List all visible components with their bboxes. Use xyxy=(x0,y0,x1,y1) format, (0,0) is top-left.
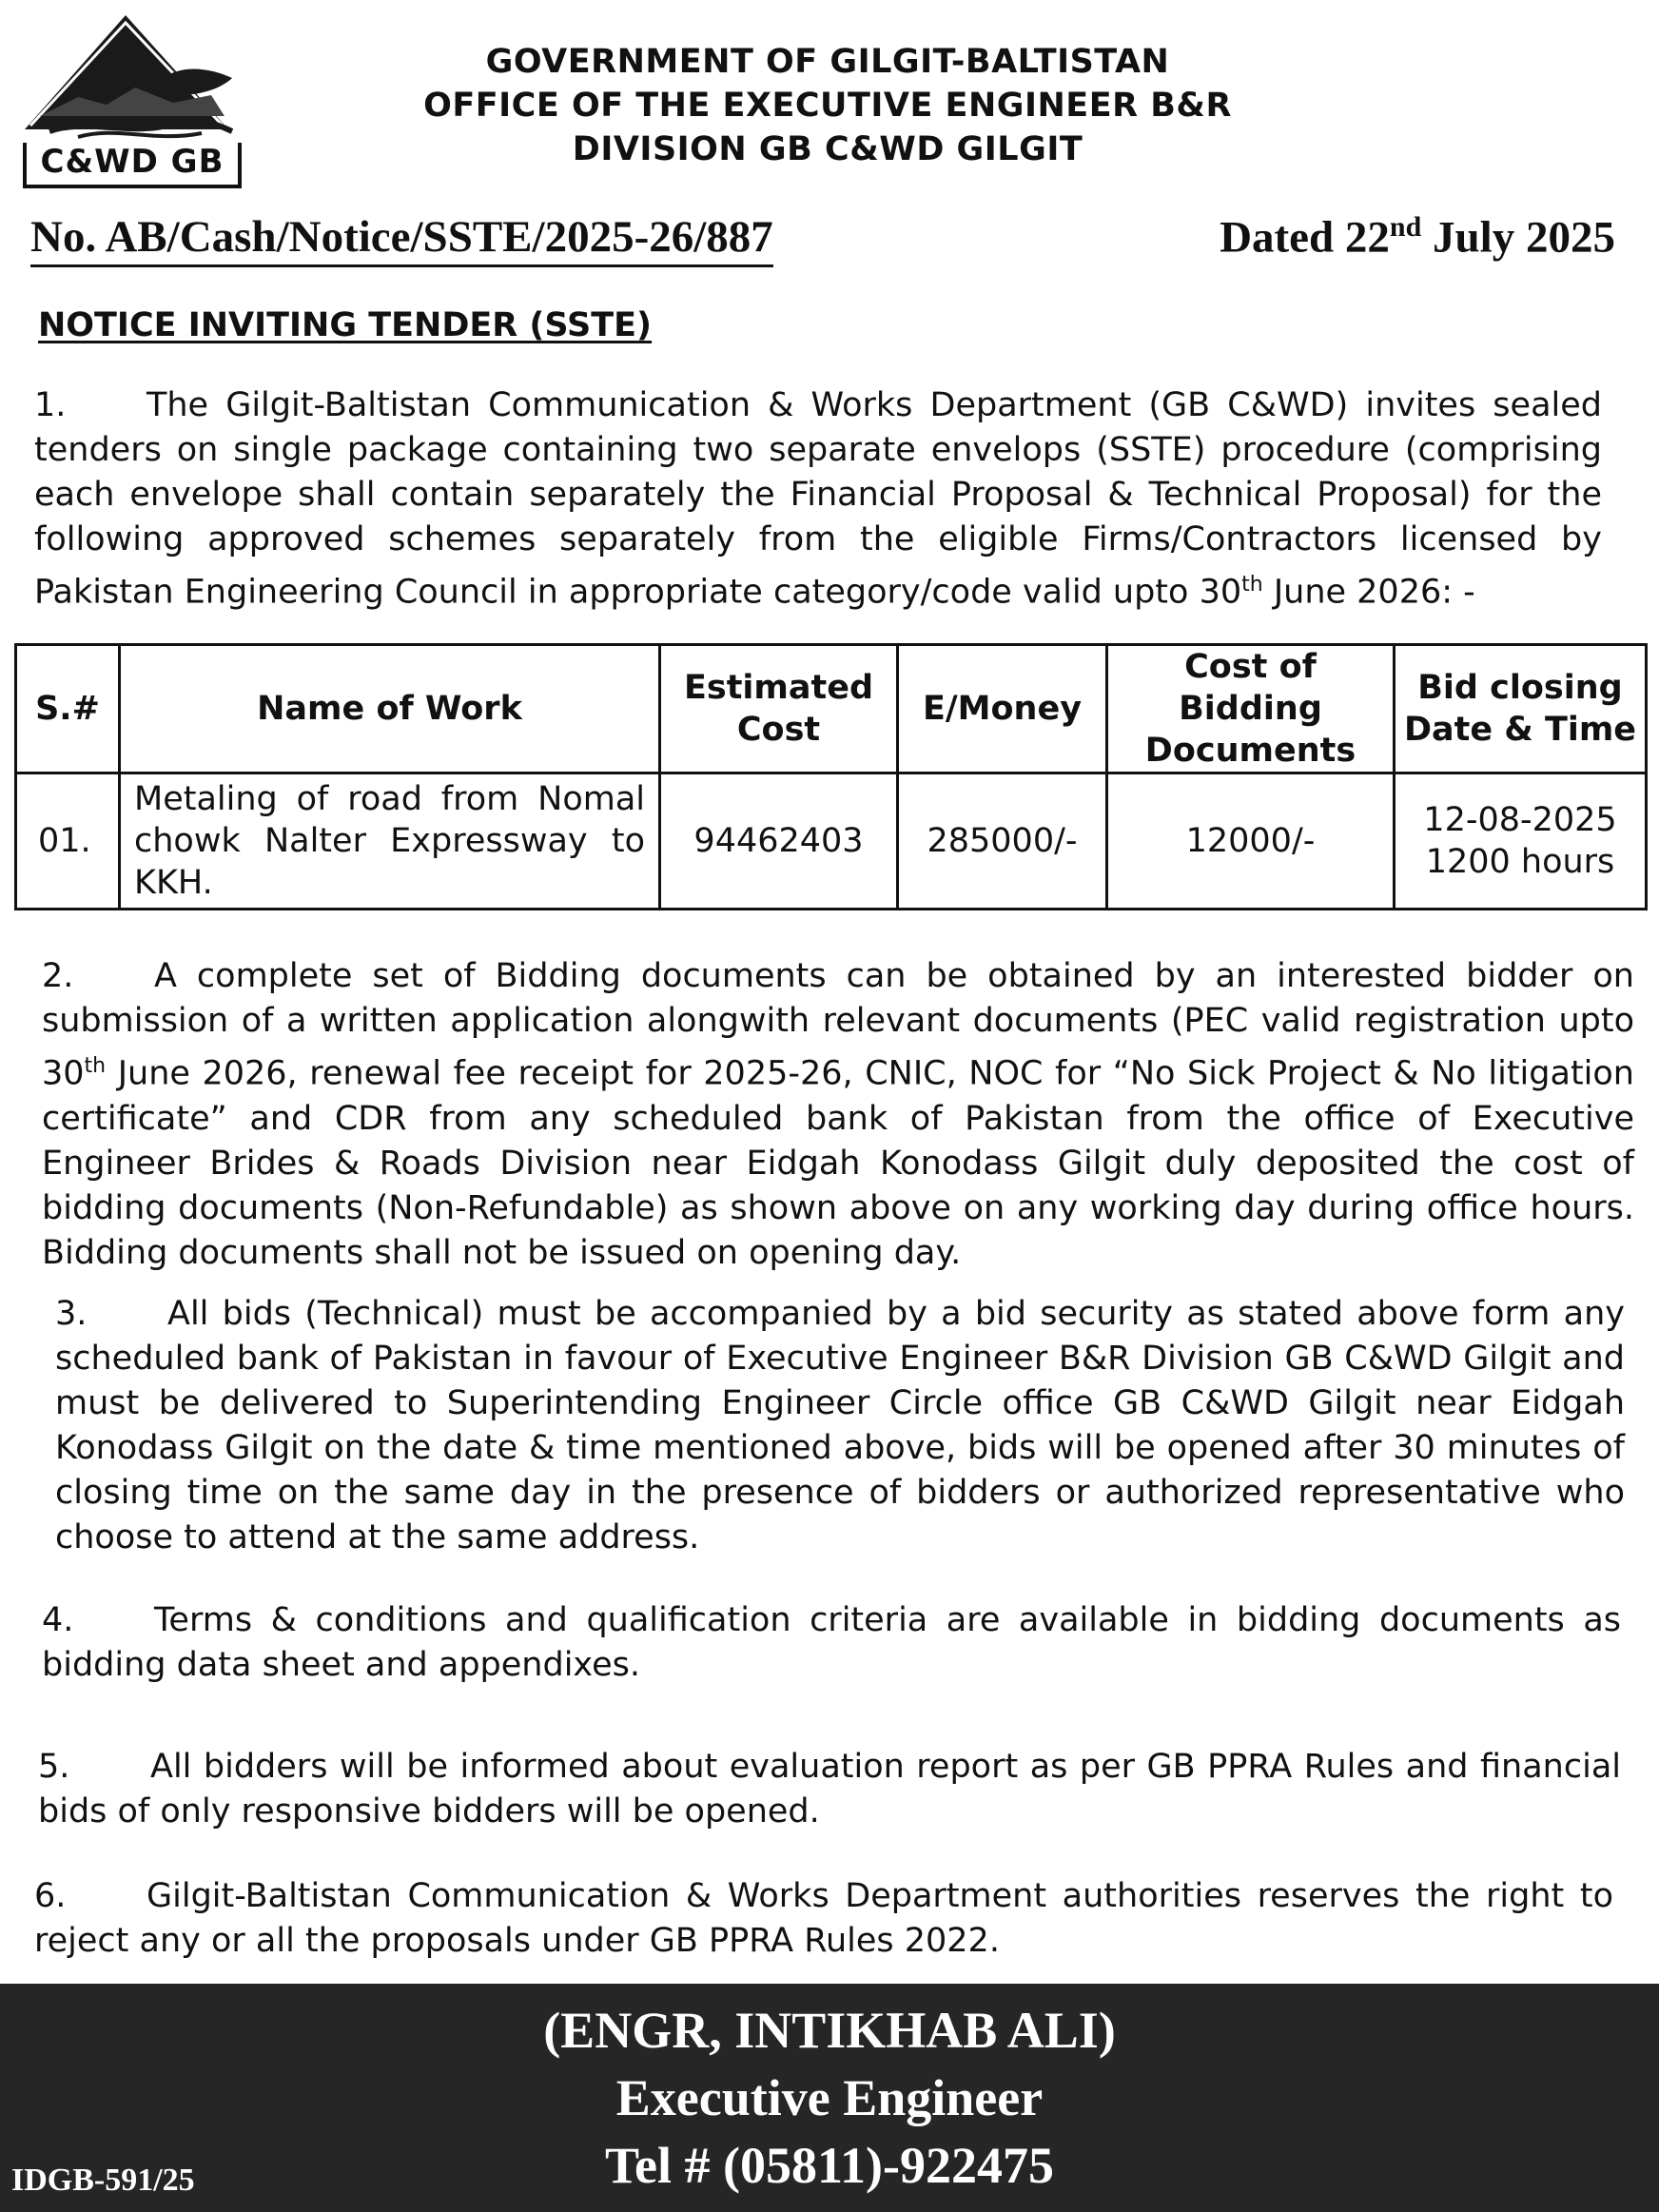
paragraph-2 xyxy=(42,954,1634,1276)
signatory-telephone: Tel # (05811)-922475 xyxy=(605,2137,1054,2194)
closing-date: 12-08-2025 xyxy=(1423,801,1617,839)
dated-suffix: July 2025 xyxy=(1421,212,1615,263)
header-cost-of-bidding-documents: Cost of Bidding Documents xyxy=(1107,645,1395,773)
paragraph-sup: th xyxy=(1241,573,1263,597)
header-sn: S.# xyxy=(16,645,120,773)
table-row xyxy=(16,773,1647,910)
paragraph-number: 1. xyxy=(34,386,67,424)
paragraph-text: The Gilgit-Baltistan Communication & Works Department (GB C&WD) invites sealed tenders on single package containing two separate envelops (SSTE) procedure (comprising each envelope shall contain separately the Financial Proposal & Technical Proposal) for the following approved schemes separately from the eligible Firms/Contractors licensed by Pakistan Engineering Council in appropriate category/code valid upto 30 xyxy=(34,386,1602,612)
heading-line-2: OFFICE OF THE EXECUTIVE ENGINEER B&R xyxy=(423,87,1232,125)
paragraph-number: 3. xyxy=(55,1295,88,1333)
paragraph-3 xyxy=(55,1292,1625,1560)
reference-number: No. AB/Cash/Notice/SSTE/2025-26/887 xyxy=(30,211,773,267)
dated xyxy=(1220,211,1615,264)
paragraph-4 xyxy=(42,1598,1621,1688)
ad-code: IDGB-591/25 xyxy=(11,2163,195,2198)
tender-table xyxy=(14,643,1648,910)
paragraph-text-after: June 2026, renewal fee receipt for 2025-26, CNIC, NOC for “No Sick Project & No litigation certificate” and CDR from any scheduled bank of Pakistan from the office of Executive Engineer Brides & Roads Division near Eidgah Konodass Gilgit duly deposited the cost of bidding documents (Non-Refundable) as shown above on any working day during office hours. Bidding documents shall not be issued on opening day. xyxy=(42,1054,1634,1272)
header-estimated-cost: Estimated Cost xyxy=(660,645,898,773)
header-bid-closing: Bid closing Date & Time xyxy=(1395,645,1647,773)
header-emoney: E/Money xyxy=(898,645,1107,773)
signatory-designation: Executive Engineer xyxy=(615,2069,1044,2126)
mountain-emblem-icon xyxy=(21,11,240,145)
paragraph-5 xyxy=(38,1745,1621,1834)
paragraph-text-after: June 2026: - xyxy=(1262,573,1475,612)
signatory-name: (ENGR, INTIKHAB ALI) xyxy=(543,2002,1116,2059)
dated-suffix-sup: nd xyxy=(1389,211,1422,243)
paragraph-sup: th xyxy=(84,1054,107,1078)
cell-sn: 01. xyxy=(16,773,120,910)
cell-estimated-cost: 94462403 xyxy=(660,773,898,910)
table-header-row xyxy=(16,645,1647,773)
department-logo xyxy=(21,11,240,181)
paragraph-text: Gilgit-Baltistan Communication & Works Department authorities reserves the right to reject any or all the proposals under GB PPRA Rules 2022. xyxy=(34,1877,1613,1960)
logo-text: C&WD GB xyxy=(23,143,242,188)
signature-footer xyxy=(0,1984,1659,2212)
cell-bid-closing xyxy=(1395,773,1647,910)
notice-title: NOTICE INVITING TENDER (SSTE) xyxy=(38,306,653,344)
paragraph-text: All bidders will be informed about evaluation report as per GB PPRA Rules and financial bids of only responsive bidders will be opened. xyxy=(38,1748,1621,1830)
paragraph-1 xyxy=(34,383,1602,616)
signature-block xyxy=(0,1997,1659,2200)
heading-line-1: GOVERNMENT OF GILGIT-BALTISTAN xyxy=(485,43,1170,81)
cell-bidding-docs-cost: 12000/- xyxy=(1107,773,1395,910)
dated-prefix: Dated 22 xyxy=(1220,212,1390,263)
heading-line-3: DIVISION GB C&WD GILGIT xyxy=(572,130,1083,168)
paragraph-number: 5. xyxy=(38,1748,70,1786)
paragraph-number: 4. xyxy=(42,1601,74,1639)
paragraph-text: All bids (Technical) must be accompanied by a bid security as stated above form any scheduled bank of Pakistan in favour of Executive Engineer B&R Division GB C&WD Gilgit and must be delivered to Superintending Engineer Circle office GB C&WD Gilgit near Eidgah Konodass Gilgit on the date & time mentioned above, bids will be opened after 30 minutes of closing time on the same day in the presence of bidders or authorized representative who choose to attend at the same address. xyxy=(55,1295,1625,1556)
paragraph-text: A complete set of Bidding documents can be obtained by an interested bidder on submission of a written application alongwith relevant documents (PEC valid registration upto 30 xyxy=(42,957,1634,1093)
paragraph-number: 2. xyxy=(42,957,74,995)
paragraph-6 xyxy=(34,1874,1613,1964)
office-heading xyxy=(314,40,1341,171)
cell-emoney: 285000/- xyxy=(898,773,1107,910)
header-name-of-work: Name of Work xyxy=(120,645,660,773)
closing-time: 1200 hours xyxy=(1425,843,1615,881)
paragraph-text: Terms & conditions and qualification criteria are available in bidding documents as bidding data sheet and appendixes. xyxy=(42,1601,1621,1684)
paragraph-number: 6. xyxy=(34,1877,67,1915)
cell-name-of-work: Metaling of road from Nomal chowk Nalter Expressway to KKH. xyxy=(120,773,660,910)
